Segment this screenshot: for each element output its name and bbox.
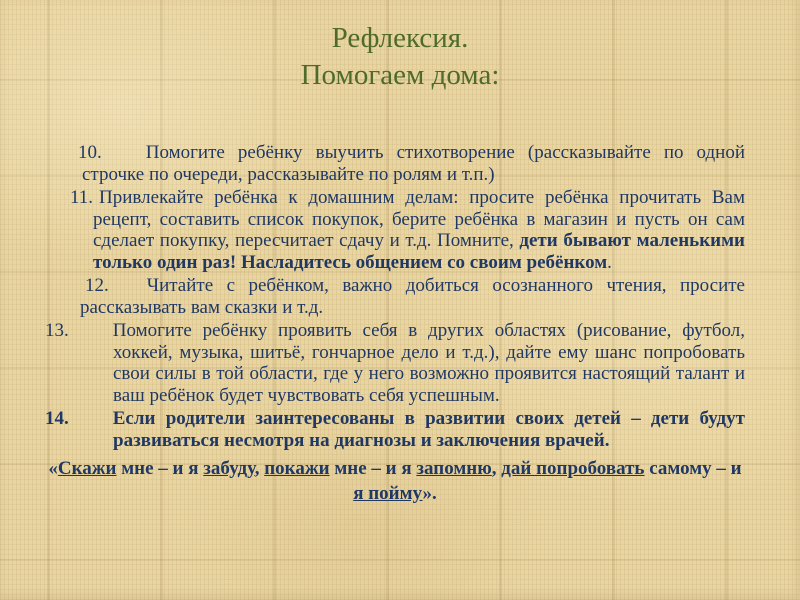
text-segment: самому – и [644, 458, 742, 479]
title-line-2: Помогаем дома: [300, 59, 500, 91]
list-item-number: 12. [85, 275, 109, 296]
list-item-number: 14. [45, 408, 69, 429]
text-segment: Помогите ребёнку проявить себя в других областях (рисование, футбол, хоккей, музыка, шитьё, гончарное дело и т.д.), дайте ему шанс попробовать свои силы в той области, где у него возможно проявится настоящий талант и ваш ребёнок будет чувствовать себя успешным. [112, 320, 745, 406]
title-line-1: Рефлексия. [331, 22, 469, 54]
list-item [45, 320, 745, 406]
text-segment: забуду [203, 458, 255, 479]
text-segment: Читайте с ребёнком, важно добиться осознанного чтения, просите рассказывать вам сказки и т.д. [80, 275, 745, 318]
text-segment: Скажи [57, 458, 117, 479]
text-segment: ». [422, 483, 437, 504]
text-segment: . [607, 251, 612, 273]
text-segment: запомню [416, 458, 492, 479]
list-item-number: 10. [78, 142, 102, 163]
text-segment: мне – и я [116, 458, 204, 479]
text-segment: Помогите ребёнку выучить стихотворение (рассказывайте по одной строчке по очереди, рассказывайте по ролям и т.п.) [82, 142, 745, 185]
list-item-number: 11. [70, 187, 94, 208]
text-segment: Если родители заинтересованы в развитии своих детей – дети будут развиваться несмотря на диагнозы и заключения врачей. [112, 408, 745, 451]
quote-text [45, 456, 745, 506]
text-segment: , [254, 458, 265, 479]
text-segment: покажи [264, 458, 330, 479]
text-segment: дети бывают маленькими только один раз! Насладитесь общением со своим ребёнком [93, 230, 745, 273]
list-item [45, 142, 745, 185]
slide-title [0, 0, 800, 94]
body-list [45, 142, 745, 451]
list-item [45, 408, 745, 451]
text-segment: Привлекайте ребёнка к домашним делам: просите ребёнка прочитать Вам рецепт, составить список покупок, берите ребёнка в магазин и пусть он сам сделает покупку, пересчитает сдачу и т.д. Помните, [93, 187, 745, 251]
slide-body [45, 142, 745, 506]
text-segment: « [48, 458, 58, 479]
text-segment: мне – и я [329, 458, 417, 479]
text-segment: , [491, 458, 502, 479]
list-item-number: 13. [45, 320, 69, 341]
text-segment: дай попробовать [501, 458, 645, 479]
text-segment: я пойму [353, 483, 423, 504]
list-item [45, 187, 745, 273]
list-item [45, 275, 745, 318]
